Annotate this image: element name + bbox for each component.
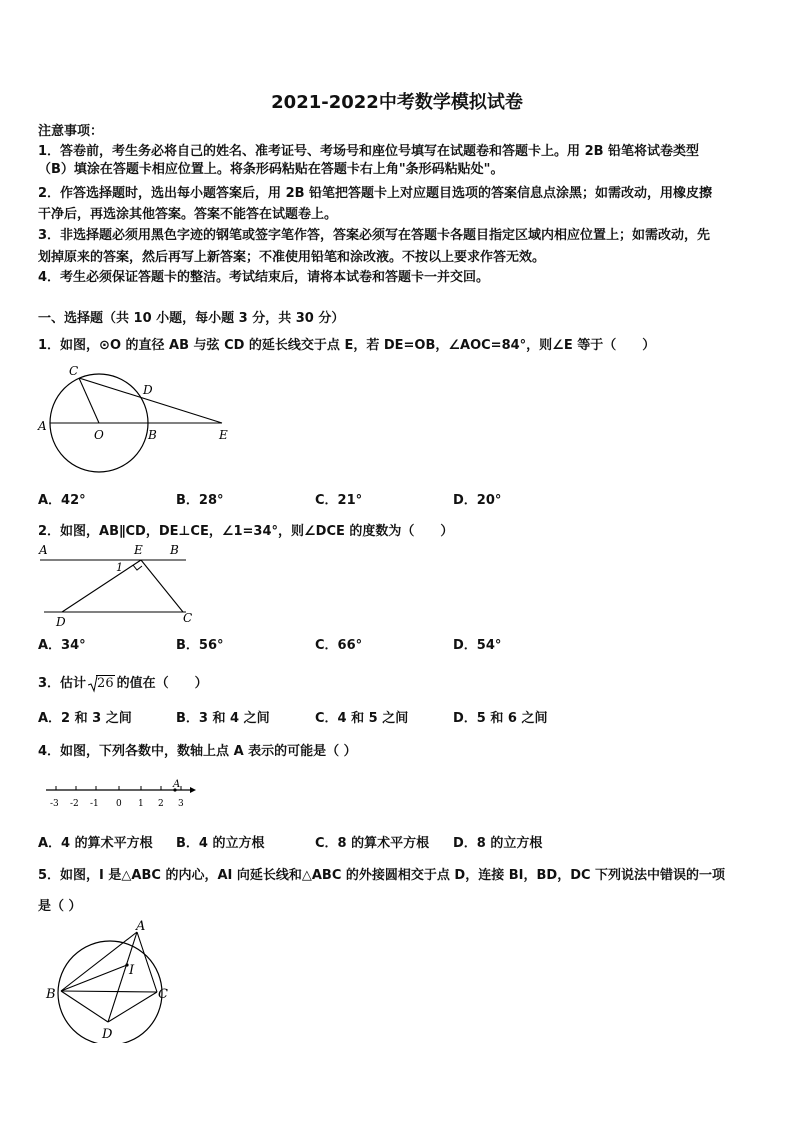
q3-sqrt-expression — [88, 676, 115, 691]
question-2-text: 2．如图，AB∥CD，DE⊥CE，∠1=34°，则∠DCE 的度数为（ ） — [38, 524, 454, 539]
q1-label-a: A — [38, 419, 47, 433]
page-title: 2021-2022中考数学模拟试卷 — [271, 92, 523, 113]
question-5-text-line1: 5．如图，I 是△ABC 的内心，AI 向延长线和△ABC 的外接圆相交于点 D，连接 BI，BD，DC 下列说法中错误的一项 — [38, 868, 726, 883]
q5-incircle-figure — [40, 918, 180, 1043]
notice-line: 干净后，再选涂其他答案。答案不能答在试题卷上。 — [38, 207, 338, 222]
q3-option-c[interactable]: C．4 和 5 之间 — [315, 711, 409, 726]
notice-line: 3．非选择题必须用黑色字迹的钢笔或签字笔作答，答案必须写在答题卡各题目指定区域内相应位置上；如需改动，先 — [38, 228, 711, 243]
q5-label-c: C — [158, 987, 168, 1002]
q2-option-d[interactable]: D．54° — [453, 638, 502, 653]
q3-option-b[interactable]: B．3 和 4 之间 — [176, 711, 270, 726]
q2-label-a: A — [39, 543, 48, 557]
q2-right-angle-mark — [133, 565, 142, 570]
q5-line-dc — [108, 992, 157, 1022]
q5-line-ab — [61, 932, 137, 991]
q2-label-b: B — [170, 543, 179, 557]
sqrt-radical-icon — [88, 675, 98, 693]
q2-line-ec — [141, 560, 183, 612]
q3-text-before: 3．估计 — [38, 676, 87, 691]
q4-number-line-figure — [44, 778, 204, 812]
q5-label-d: D — [102, 1027, 113, 1042]
q5-label-a: A — [136, 919, 146, 934]
q2-line-de — [62, 560, 141, 612]
notice-line: 4．考生必须保证答题卡的整洁。考试结束后，请将本试卷和答题卡一并交回。 — [38, 270, 490, 285]
question-4-text: 4．如图，下列各数中，数轴上点 A 表示的可能是（ ） — [38, 744, 357, 759]
q4-tick-label: 0 — [116, 799, 122, 809]
q5-line-ac — [137, 932, 157, 992]
q1-label-c: C — [69, 364, 79, 378]
q4-option-a[interactable]: A．4 的算术平方根 — [38, 836, 153, 851]
q4-tick-label: -3 — [50, 799, 59, 809]
q3-radicand: 26 — [97, 676, 114, 691]
notice-line: （B）填涂在答题卡相应位置上。将条形码粘贴在答题卡右上角"条形码粘贴处"。 — [38, 162, 504, 177]
q1-label-o: O — [94, 428, 104, 442]
q5-label-i: I — [129, 963, 135, 978]
q4-tick-label: -2 — [70, 799, 79, 809]
q3-option-a[interactable]: A．2 和 3 之间 — [38, 711, 132, 726]
q5-label-b: B — [46, 987, 56, 1002]
q4-option-c[interactable]: C．8 的算术平方根 — [315, 836, 430, 851]
q1-line-co — [79, 378, 99, 423]
q2-parallel-figure — [36, 540, 206, 630]
q5-line-bi — [61, 965, 127, 991]
notice-line: 1．答卷前，考生务必将自己的姓名、准考证号、考场号和座位号填写在试题卷和答题卡上。用 2B 铅笔将试卷类型 — [38, 144, 700, 159]
notice-line: 2．作答选择题时，选出每小题答案后，用 2B 铅笔把答题卡上对应题目选项的答案信息点涂黑；如需改动，用橡皮擦 — [38, 186, 713, 201]
q2-option-a[interactable]: A．34° — [38, 638, 86, 653]
question-1-text: 1．如图，⊙O 的直径 AB 与弦 CD 的延长线交于点 E，若 DE=OB，∠AOC=84°，则∠E 等于（ ） — [38, 338, 656, 353]
q4-tick-label: 1 — [138, 799, 144, 809]
q3-option-d[interactable]: D．5 和 6 之间 — [453, 711, 548, 726]
q1-circle-figure — [36, 358, 246, 478]
q1-label-d: D — [143, 383, 153, 397]
q2-label-e: E — [134, 543, 143, 557]
q4-option-d[interactable]: D．8 的立方根 — [453, 836, 543, 851]
q5-line-bc — [61, 991, 157, 992]
q1-option-c[interactable]: C．21° — [315, 493, 363, 508]
q5-line-bd — [61, 991, 108, 1022]
q4-option-b[interactable]: B．4 的立方根 — [176, 836, 265, 851]
q4-tick-label: -1 — [90, 799, 99, 809]
q1-label-b: B — [148, 428, 157, 442]
q1-option-b[interactable]: B．28° — [176, 493, 224, 508]
q4-label-a: A — [173, 779, 181, 790]
notice-line: 划掉原来的答案，然后再写上新答案；不准使用铅笔和涂改液。不按以上要求作答无效。 — [38, 250, 546, 265]
q1-option-d[interactable]: D．20° — [453, 493, 502, 508]
q2-option-c[interactable]: C．66° — [315, 638, 363, 653]
question-3-text — [38, 672, 208, 691]
q1-label-e: E — [219, 428, 228, 442]
q4-tick-label: 3 — [178, 799, 184, 809]
q2-label-1: 1 — [116, 561, 123, 574]
arrow-right-icon — [190, 787, 196, 793]
q3-text-after: 的值在（ ） — [116, 676, 208, 691]
q2-label-d: D — [56, 615, 66, 629]
q2-label-c: C — [183, 611, 193, 625]
q2-option-b[interactable]: B．56° — [176, 638, 224, 653]
q4-tick-label: 2 — [158, 799, 164, 809]
question-5-text-line2: 是（ ） — [38, 899, 82, 914]
section-heading: 一、选择题（共 10 小题，每小题 3 分，共 30 分） — [38, 311, 345, 326]
notice-heading: 注意事项： — [38, 124, 104, 139]
q1-option-a[interactable]: A．42° — [38, 493, 86, 508]
